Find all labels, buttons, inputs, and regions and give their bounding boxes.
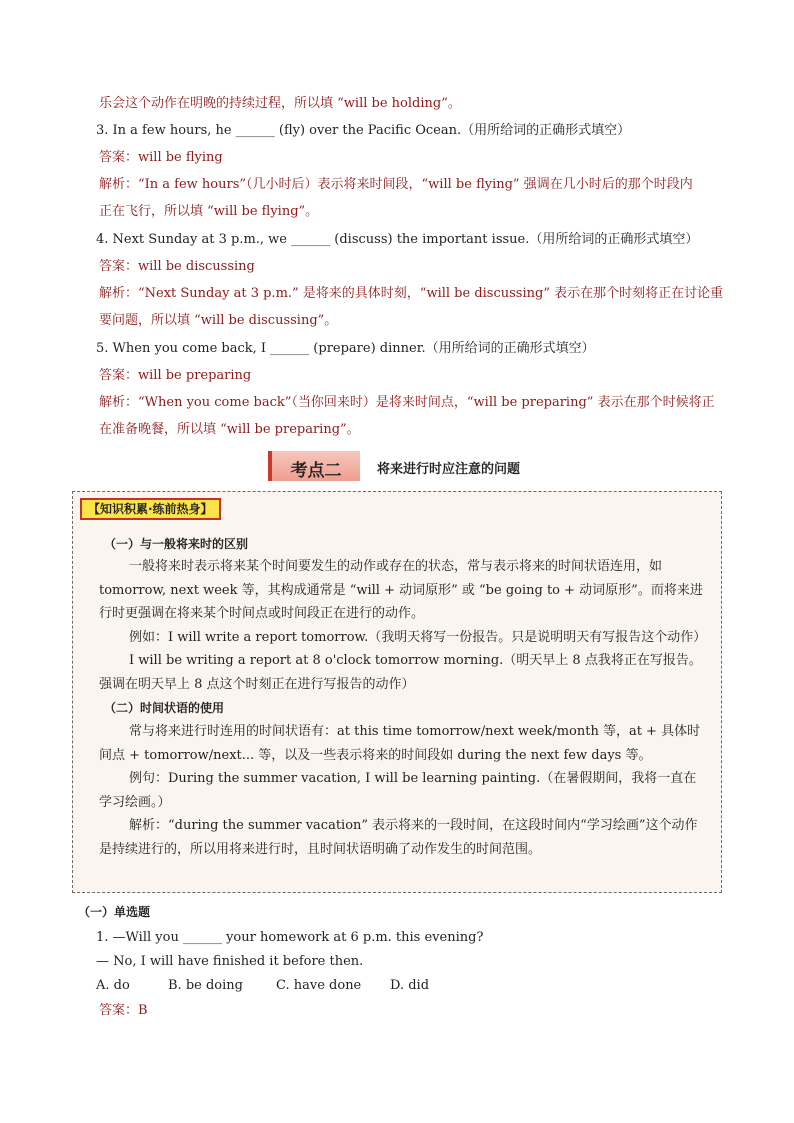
- option-a: A. do: [96, 978, 130, 993]
- explanation-5-line-1: 解析：“When you come back”（当你回来时）是将来时间点，“will be preparing” 表示在那个时候将正: [99, 395, 715, 410]
- explanation-4-line-2: 要问题，所以填 “will be discussing”。: [99, 313, 338, 328]
- section-title: 将来进行时应注意的问题: [377, 462, 521, 477]
- explanation-4-line-1: 解析：“Next Sunday at 3 p.m.” 是将来的具体时刻，“will be discussing” 表示在那个时刻将正在讨论重: [99, 286, 724, 301]
- answer-4: 答案：will be discussing: [99, 259, 255, 274]
- explanation-3-line-1: 解析：“In a few hours”（几小时后）表示将来时间段，“will be flying” 强调在几小时后的那个时段内: [99, 177, 693, 192]
- knowledge-example-3: 例句：During the summer vacation, I will be learning painting.（在暑假期间，我将一直在学习绘画。）: [99, 771, 697, 810]
- option-d: D. did: [390, 978, 430, 993]
- option-c: C. have done: [276, 978, 362, 993]
- exercise-heading: （一）单选题: [78, 905, 151, 919]
- answer-3: 答案：will be flying: [99, 150, 223, 165]
- question-3: 3. In a few hours, he ______ (fly) over the Pacific Ocean.（用所给词的正确形式填空）: [96, 123, 631, 138]
- knowledge-text-2: 常与将来进行时连用的时间状语有：at this time tomorrow/next week/month 等，at + 具体时间点 + tomorrow/next... 等，以及一些表示将来的时间段如 during the next few days 等。: [99, 724, 701, 763]
- knowledge-paragraph-2: [99, 720, 709, 861]
- knowledge-heading-1: （一）与一般将来时的区别: [104, 537, 249, 551]
- exercise-question-1: 1. —Will you ______ your homework at 6 p.m. this evening?: [96, 930, 484, 945]
- knowledge-paragraph-1: [99, 555, 709, 696]
- section-badge: [268, 451, 360, 481]
- knowledge-analysis: 解析：“during the summer vacation” 表示将来的一段时间，在这段时间内“学习绘画”这个动作是持续进行的，所以用将来进行时，且时间状语明确了动作发生的时间范围。: [99, 818, 698, 857]
- knowledge-heading-2: （二）时间状语的使用: [104, 701, 225, 715]
- knowledge-example-2: I will be writing a report at 8 o'clock tomorrow morning.（明天早上 8 点我将正在写报告。强调在明天早上 8 点这个时刻正在进行写报告的动作）: [99, 653, 702, 692]
- knowledge-text-1: 一般将来时表示将来某个时间要发生的动作或存在的状态，常与表示将来的时间状语连用，如 tomorrow, next week 等，其构成通常是 “will + 动词原形” 或 “be going to + 动词原形”。而将来进行时更强调在将来某个时间点或时间段正在进行的动作。: [99, 559, 703, 621]
- explanation-continuation: 乐会这个动作在明晚的持续过程，所以填 “will be holding”。: [99, 96, 461, 111]
- question-5: 5. When you come back, I ______ (prepare) dinner.（用所给词的正确形式填空）: [96, 341, 595, 356]
- exercise-question-1-reply: — No, I will have finished it before then.: [96, 954, 364, 969]
- explanation-5-line-2: 在准备晚餐，所以填 “will be preparing”。: [99, 422, 360, 437]
- question-4: 4. Next Sunday at 3 p.m., we ______ (discuss) the important issue.（用所给词的正确形式填空）: [96, 232, 699, 247]
- option-b: B. be doing: [168, 978, 243, 993]
- section-badge-label: 考点二: [290, 461, 342, 481]
- exercise-answer-1: 答案：B: [99, 1003, 148, 1018]
- explanation-3-line-2: 正在飞行，所以填 “will be flying”。: [99, 204, 319, 219]
- answer-5: 答案：will be preparing: [99, 368, 252, 383]
- knowledge-example-1: 例如：I will write a report tomorrow.（我明天将写一份报告。只是说明明天有写报告这个动作）: [129, 629, 707, 645]
- knowledge-tag: 【知识积累·练前热身】: [80, 498, 221, 520]
